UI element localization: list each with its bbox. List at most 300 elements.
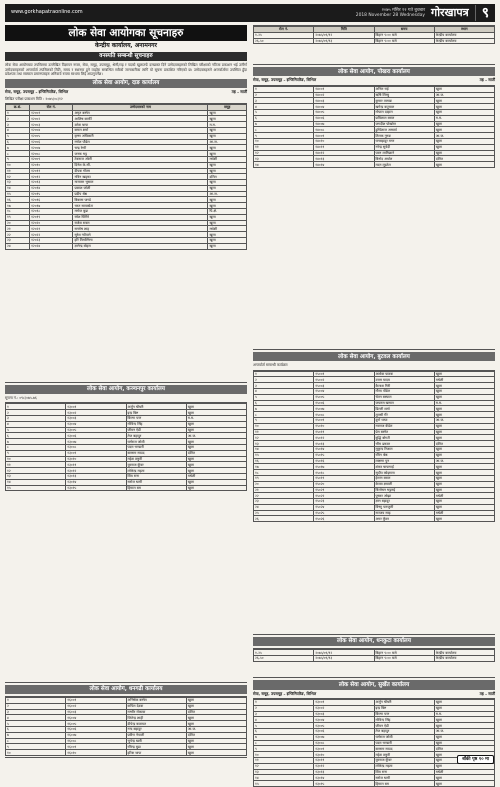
table-cell: ११ [6,462,66,468]
table-cell: ११ [254,757,314,763]
table-cell: ९ [254,133,314,139]
table-cell: १५०१० [314,423,374,429]
table-cell: १५०१९ [314,475,374,481]
table-cell: नन्द बहादुर [126,727,186,733]
table-cell: १३००३ [66,416,126,422]
table-cell: १५००९ [314,417,374,423]
table-cell: १४००५ [314,109,374,115]
table-row [254,162,495,168]
col-category: समूह [208,104,247,110]
table-cell: १२००९ [30,156,73,162]
col-name: उम्मेदवारको नाम [73,104,208,110]
table-cell: १३००९ [314,746,374,752]
table-cell: पुष्कर ओझा [374,493,434,499]
table-cell: रविन श्रेष्ठ [374,452,434,458]
table-cell: ७ [6,732,66,738]
notice-paragraph: लोक सेवा आयोगबाट तपसिलमा उल्लेखित विज्ञापन नम्बर, सेवा, समूह, उपसमूह, श्रेणी/तह र पदको खुलातर्फ दरखास्त दिने उम्मेदवारहरुको लिखित परीक्षाको नतिजा प्रकाशन भई उत्तीर्ण उम्मेदवारहरुको अन्तर्वार्ता तपसिलको मिति, समय र स्थानमा हुने व्यहोरा सम्बन्धित सबैको जानकारीका लागि यो सूचना प्रकाशित गरिएको छ। उम्मेदवारहरुले अन्तर्वार्तामा उपस्थित हुँदा प्रवेशपत्र तथा सक्कल प्रमाणपत्रहरु अनिवार्य रुपमा साथमा लिई आउनुपर्नेछ। [5,63,247,77]
table-cell: १२००५ [30,133,73,139]
table-cell: १२०२३ [30,238,73,244]
table-cell: खुला [208,162,247,168]
issue-date-np: २०७५ मंसिर १२ गते बुधबार [381,7,425,13]
table-cell: शिव राना [374,769,434,775]
table-cell: २० [6,220,30,226]
table-cell: १२००२ [30,116,73,122]
schedule-table-top [253,26,495,44]
table-cell: १८ [254,470,314,476]
table-cell: १४०१३ [314,156,374,162]
table-cell: ३ [6,416,66,422]
table-cell: खुला [186,703,246,709]
table-cell: १६ [254,458,314,464]
table-cell: आ.ज. [434,92,494,98]
table-cell: १० [6,162,30,168]
table-cell: आ.ज. [434,458,494,464]
sched-col-date: मिति [314,27,374,33]
table-cell: आ.ज. [208,191,247,197]
table-cell: नविन खड्का [73,174,208,180]
table-cell: १२००७ [30,145,73,151]
table-cell: १५०१८ [314,470,374,476]
section-header-1: लोक सेवा आयोग, दाङ कार्यालय [5,79,247,88]
table-cell: १३०१२ [66,468,126,474]
table-cell: १४००१ [314,86,374,92]
table-cell: ३ [254,98,314,104]
table-cell: ११ [254,429,314,435]
table-cell: खुला [434,487,494,493]
table-cell: २०७५/०९/१३ [314,656,374,662]
table-cell: १२००३ [30,122,73,128]
table-cell: हरि तिमल्सिना [73,238,208,244]
table-cell: आ.ज. [186,727,246,733]
table-cell: १७ [6,203,30,209]
table-cell: ९ [6,156,30,162]
table-cell: १३००५ [314,723,374,729]
table-row [6,243,247,249]
footnote: अन्तर्वार्ता सम्बन्धी कार्यक्रम [253,363,288,368]
table-cell: ४ [254,104,314,110]
table-cell: १५००६ [314,400,374,406]
table-cell: १० [6,750,66,756]
table-cell: प्रवीण नेपाली [126,732,186,738]
table-cell: २१ [254,487,314,493]
table-cell: खुला [434,700,494,706]
table-cell: इन्द्र बिष्ट [374,705,434,711]
exam-meta-7 [253,692,495,696]
table-cell: म.म. [434,711,494,717]
table-cell: ३ [6,709,66,715]
table-cell: १५०१७ [314,464,374,470]
section-header-2: लोक सेवा आयोग, कञ्चनपुर कार्यालय [5,385,247,394]
table-cell: १४००२ [314,92,374,98]
col-symbol: क्र.सं. [6,104,30,110]
table-cell: १३ [6,474,66,480]
candidate-table-d [253,371,495,523]
table-cell: १४ [254,446,314,452]
table-cell: १३०१२ [314,763,374,769]
sched-col-venue: स्थान [434,27,494,33]
table-cell: खुला [186,738,246,744]
table-cell: १४००४ [314,104,374,110]
table-cell: २३ [254,499,314,505]
table-cell: सरोज धामी [374,775,434,781]
table-cell: चेतन बस्याल [374,394,434,400]
table-cell: पि.क्षे. [208,209,247,215]
table-cell: ५ [254,723,314,729]
table-cell: ५ [254,394,314,400]
table-cell: केन्द्रीय कार्यालय [434,32,494,38]
table-cell: गौरव पौडेल [374,388,434,394]
table-cell: १२००१ [30,110,73,116]
section-header-4: लोक सेवा आयोग, पोखरा कार्यालय [253,67,495,76]
table-cell: ७ [254,406,314,412]
table-cell: खुला [208,110,247,116]
table-cell: १५०११ [314,429,374,435]
table-cell: खुला [434,705,494,711]
schedule-table-box [253,648,495,678]
table-cell: १५०१२ [314,435,374,441]
table-cell: १४००७ [314,121,374,127]
table-cell: विष्णु पराजुली [374,504,434,510]
candidate-table-a-box [5,103,247,383]
table-cell: खुला [186,421,246,427]
table-cell: मनोज बुढा [73,209,208,215]
table-cell: १० [254,423,314,429]
table-cell: १३००४ [66,421,126,427]
table-cell: १२०२० [30,220,73,226]
table-cell: ९ [6,744,66,750]
table-cell: खुला [434,109,494,115]
table-cell: १९ [6,214,30,220]
table-cell: १२०१८ [30,209,73,215]
table-cell: ४ [254,717,314,723]
table-cell: जीवन ऐडी [126,427,186,433]
table-cell: १५००७ [314,406,374,412]
col-roll: रोल नं. [30,104,73,110]
table-cell: भीम ढकाल [374,441,434,447]
paper-name: गोरखापत्र [431,5,469,19]
table-cell: ५ [254,109,314,115]
table-cell: २०७५/०९/१२ [314,650,374,656]
table-cell: खुला [434,763,494,769]
table-cell: खुला [434,717,494,723]
table-cell: खुला [434,757,494,763]
table-cell: हेमन्त बराल [374,475,434,481]
table-cell: खुला [208,127,247,133]
table-cell: जनक भट्ट [73,151,208,157]
table-cell: खुला [208,243,247,249]
table-cell: केशव ज्ञवाली [374,481,434,487]
table-cell: जितेन्द्र शाही [126,715,186,721]
table-cell: केन्द्रीय कार्यालय [434,38,494,44]
table-cell: हिमाल बम [126,485,186,491]
table-cell: १४०१४ [314,162,374,168]
table-cell: १३००६ [66,433,126,439]
table-cell: १६००१ [66,698,126,704]
table-cell: १६००५ [66,721,126,727]
table-cell: खुला [186,485,246,491]
table-cell: २ [254,377,314,383]
table-cell: भुपेन्द्र खत्री [126,738,186,744]
table-cell: खुला [208,185,247,191]
section-header-5: लोक सेवा आयोग, बुटवल कार्यालय [253,352,495,361]
table-cell: २४ [6,243,30,249]
table-cell: खुला [434,740,494,746]
table-cell: १४००९ [314,133,374,139]
table-cell: खुला [186,445,246,451]
table-cell: १६००९ [66,744,126,750]
table-cell: शिव राना [126,474,186,480]
table-cell: २४ [254,504,314,510]
table-cell: १६००४ [66,715,126,721]
exam-service: सेवा, समूह, उपसमूह – इन्जिनियरिङ, सिभिल [5,89,69,95]
table-cell: १२००८ [30,151,73,157]
candidate-table-b [5,403,247,491]
table-cell: सञ्जय साह [374,510,434,516]
table-cell: १५०१६ [314,458,374,464]
table-cell: ७ [254,734,314,740]
section-band: वनस्पति सम्बन्धी सूचनाहरु [5,52,247,61]
table-cell: बिकास पाण्डे [73,197,208,203]
table-cell: किरण पन्त [374,711,434,717]
table-cell: लक्ष्मण पुन [374,458,434,464]
table-cell: राजेश रावल [73,220,208,226]
table-cell: धर्मराज जोशी [374,734,434,740]
table-cell: १२०१५ [30,191,73,197]
table-cell: ८ [254,740,314,746]
table-cell: धनबहादुर मगर [374,138,434,144]
website-url[interactable]: www.gorkhapatraonline.com [11,9,83,16]
table-cell: दिनेश के.सी. [73,162,208,168]
table-cell: १२०१० [30,162,73,168]
table-cell: अर्जुन चौधरी [374,700,434,706]
table-cell: १३००४ [314,717,374,723]
table-cell: १२ [6,174,30,180]
table-cell: १३००८ [66,445,126,451]
table-cell: १२०१२ [30,174,73,180]
table-cell: १३००२ [314,705,374,711]
table-cell: १२०२१ [30,226,73,232]
table-cell: ४ [254,388,314,394]
table-cell: खुला [186,468,246,474]
table-cell: उत्तम यादव [374,377,434,383]
table-cell: गणेश पौडेल [73,139,208,145]
table-cell: तेज बहादुर [126,433,186,439]
table-cell: १४००८ [314,127,374,133]
table-cell: १३ [6,180,30,186]
table-cell: त्रिलोचन भट्टराई [374,487,434,493]
table-cell: २ [6,703,66,709]
table-cell: अनिल राई [374,86,434,92]
issue-date [356,8,425,19]
table-cell: २६-५० [254,656,314,662]
table-cell: ८ [6,738,66,744]
table-cell: प्रेम बस्नेत [374,429,434,435]
table-cell: १४ [254,775,314,781]
table-cell: १३००१ [66,404,126,410]
table-cell: हिमाल बम [374,781,434,787]
exam-service-7: सेवा, समूह, उपसमूह – इन्जिनियरिङ, सिभिल [253,690,317,696]
table-cell: खुला [434,504,494,510]
table-cell: १ [254,371,314,377]
table-cell: सुदीप कोइराला [374,470,434,476]
exam-meta-4 [253,78,495,82]
table-cell: दलित [434,746,494,752]
table-cell: १५ [254,781,314,787]
table-cell: २ [6,116,30,122]
table-cell: प्रकाश जोशी [73,185,208,191]
table-cell: ७ [6,145,30,151]
table-cell: १३०१० [66,456,126,462]
table-cell: १-२५ [254,32,314,38]
table-cell: ४ [6,421,66,427]
candidate-table-e2 [253,699,495,787]
office-name: केन्द्रीय कार्यालय, अनामनगर [95,42,157,50]
table-cell: १८ [6,209,30,215]
table-cell: खुला [434,446,494,452]
table-cell: १५०२० [314,481,374,487]
table-cell: खुला [208,116,247,122]
table-cell: जगदीश पोखरेल [374,121,434,127]
table-cell: १२०१७ [30,203,73,209]
table-cell: ८ [6,151,30,157]
table-cell: खुला [186,439,246,445]
table-cell: खुला [434,470,494,476]
table-cell: ज्ञानेन्द्र बोहरा [73,243,208,249]
table-cell: खुला [434,144,494,150]
table-cell: १३०११ [66,462,126,468]
table-cell: ८ [254,127,314,133]
table-cell: गोपाल दाहाल [374,109,434,115]
table-cell: ८ [254,412,314,418]
table-cell: कैलाश गिरी [374,383,434,389]
table-cell: १५०२३ [314,499,374,505]
table-cell: दलित [186,732,246,738]
table-cell: खुला [434,383,494,389]
table-cell: १५ [6,485,66,491]
table-cell: इन्द्र बिष्ट [126,410,186,416]
table-cell: तेज बहादुर [374,728,434,734]
table-cell: ९ [254,417,314,423]
table-cell: बलराम साउद [374,746,434,752]
table-cell: १० [254,138,314,144]
table-cell: खुला [208,232,247,238]
table-cell: १४०१० [314,138,374,144]
table-cell: १५००२ [314,377,374,383]
table-cell: १ [6,404,66,410]
table-cell: खुला [186,715,246,721]
table-cell: खुला [208,214,247,220]
table-cell: ९ [6,450,66,456]
table-cell: २ [254,705,314,711]
table-cell: १० [6,456,66,462]
table-cell: अर्जुन चौधरी [126,404,186,410]
candidate-table-e-box [5,696,247,758]
table-cell: खुला [434,371,494,377]
table-cell: मुकुन्द रिजाल [374,446,434,452]
table-cell: १३०१५ [66,485,126,491]
table-cell: बुद्धि बोगटी [374,435,434,441]
table-cell: जयराम खनाल [374,400,434,406]
candidate-table-d-box [253,370,495,635]
table-cell: १२०१३ [30,180,73,186]
table-cell: १५०२६ [314,516,374,522]
table-cell: खुला [434,86,494,92]
table-cell: खुला [434,138,494,144]
table-cell: २१ [6,226,30,232]
table-cell: १५०१४ [314,446,374,452]
table-cell: १२०२२ [30,232,73,238]
table-cell: दलित [186,709,246,715]
table-cell: १३०१३ [66,474,126,480]
table-cell: ५ [6,721,66,727]
table-cell: गोविन्द सिंह [374,717,434,723]
table-cell: महेश ठकुरी [374,752,434,758]
table-cell: ६ [6,433,66,439]
table-cell: छविलाल बराल [374,115,434,121]
table-cell: डिल्ली शर्मा [374,406,434,412]
table-row [6,750,247,756]
table-cell: कमल शर्मा [73,127,208,133]
table-cell: खुला [434,752,494,758]
table-cell: धर्मराज जोशी [126,439,186,445]
table-cell: ३ [254,383,314,389]
candidate-table-a [5,104,247,250]
table-cell: १४ [6,185,30,191]
table-cell: ५ [6,427,66,433]
table-cell: मधेशी [186,474,246,480]
table-cell: खुला [434,406,494,412]
table-cell: १५००५ [314,394,374,400]
table-cell: म.म. [434,115,494,121]
table-cell: ६ [6,727,66,733]
table-cell: १२ [254,763,314,769]
notice-no: सूचना नं.: ०९८/०७५-७६ [5,396,37,401]
table-cell: १५ [6,191,30,197]
continued-label[interactable]: बाँकी पृष्ठ १० मा [457,755,494,764]
table-cell: १४०११ [314,144,374,150]
candidate-table-c-box [253,85,495,350]
table-cell: खुला [434,104,494,110]
table-row [254,38,495,44]
table-cell: १३००७ [66,439,126,445]
notice-title: लोक सेवा आयोगका सूचनाहरु [5,25,247,41]
table-cell: अमृत बस्नेत [73,110,208,116]
table-cell: खुला [434,98,494,104]
table-cell: १७ [254,464,314,470]
table-cell: बिनोद अर्याल [374,156,434,162]
table-cell: खुला [186,721,246,727]
table-cell: २ [254,92,314,98]
table-cell: केन्द्रीय कार्यालय [434,650,494,656]
table-cell: आ.ज. [186,433,246,439]
table-cell: १३०१३ [314,769,374,775]
exam-level-7: तह – सातौं [479,690,495,696]
table-cell: ६ [254,115,314,121]
table-cell: ३ [6,122,30,128]
table-cell: ४ [6,127,30,133]
table-cell: ७ [254,121,314,127]
table-cell: मधेशी [208,226,247,232]
table-cell: खुला [208,145,247,151]
table-cell: खुला [208,238,247,244]
table-cell: १५०१३ [314,441,374,447]
table-cell: खुला [186,744,246,750]
table-cell: १ [254,86,314,92]
table-cell: १३ [254,441,314,447]
table-cell: बिहान ९:०० बजे [374,656,434,662]
table-cell: खुला [434,150,494,156]
table-cell: २५ [254,510,314,516]
